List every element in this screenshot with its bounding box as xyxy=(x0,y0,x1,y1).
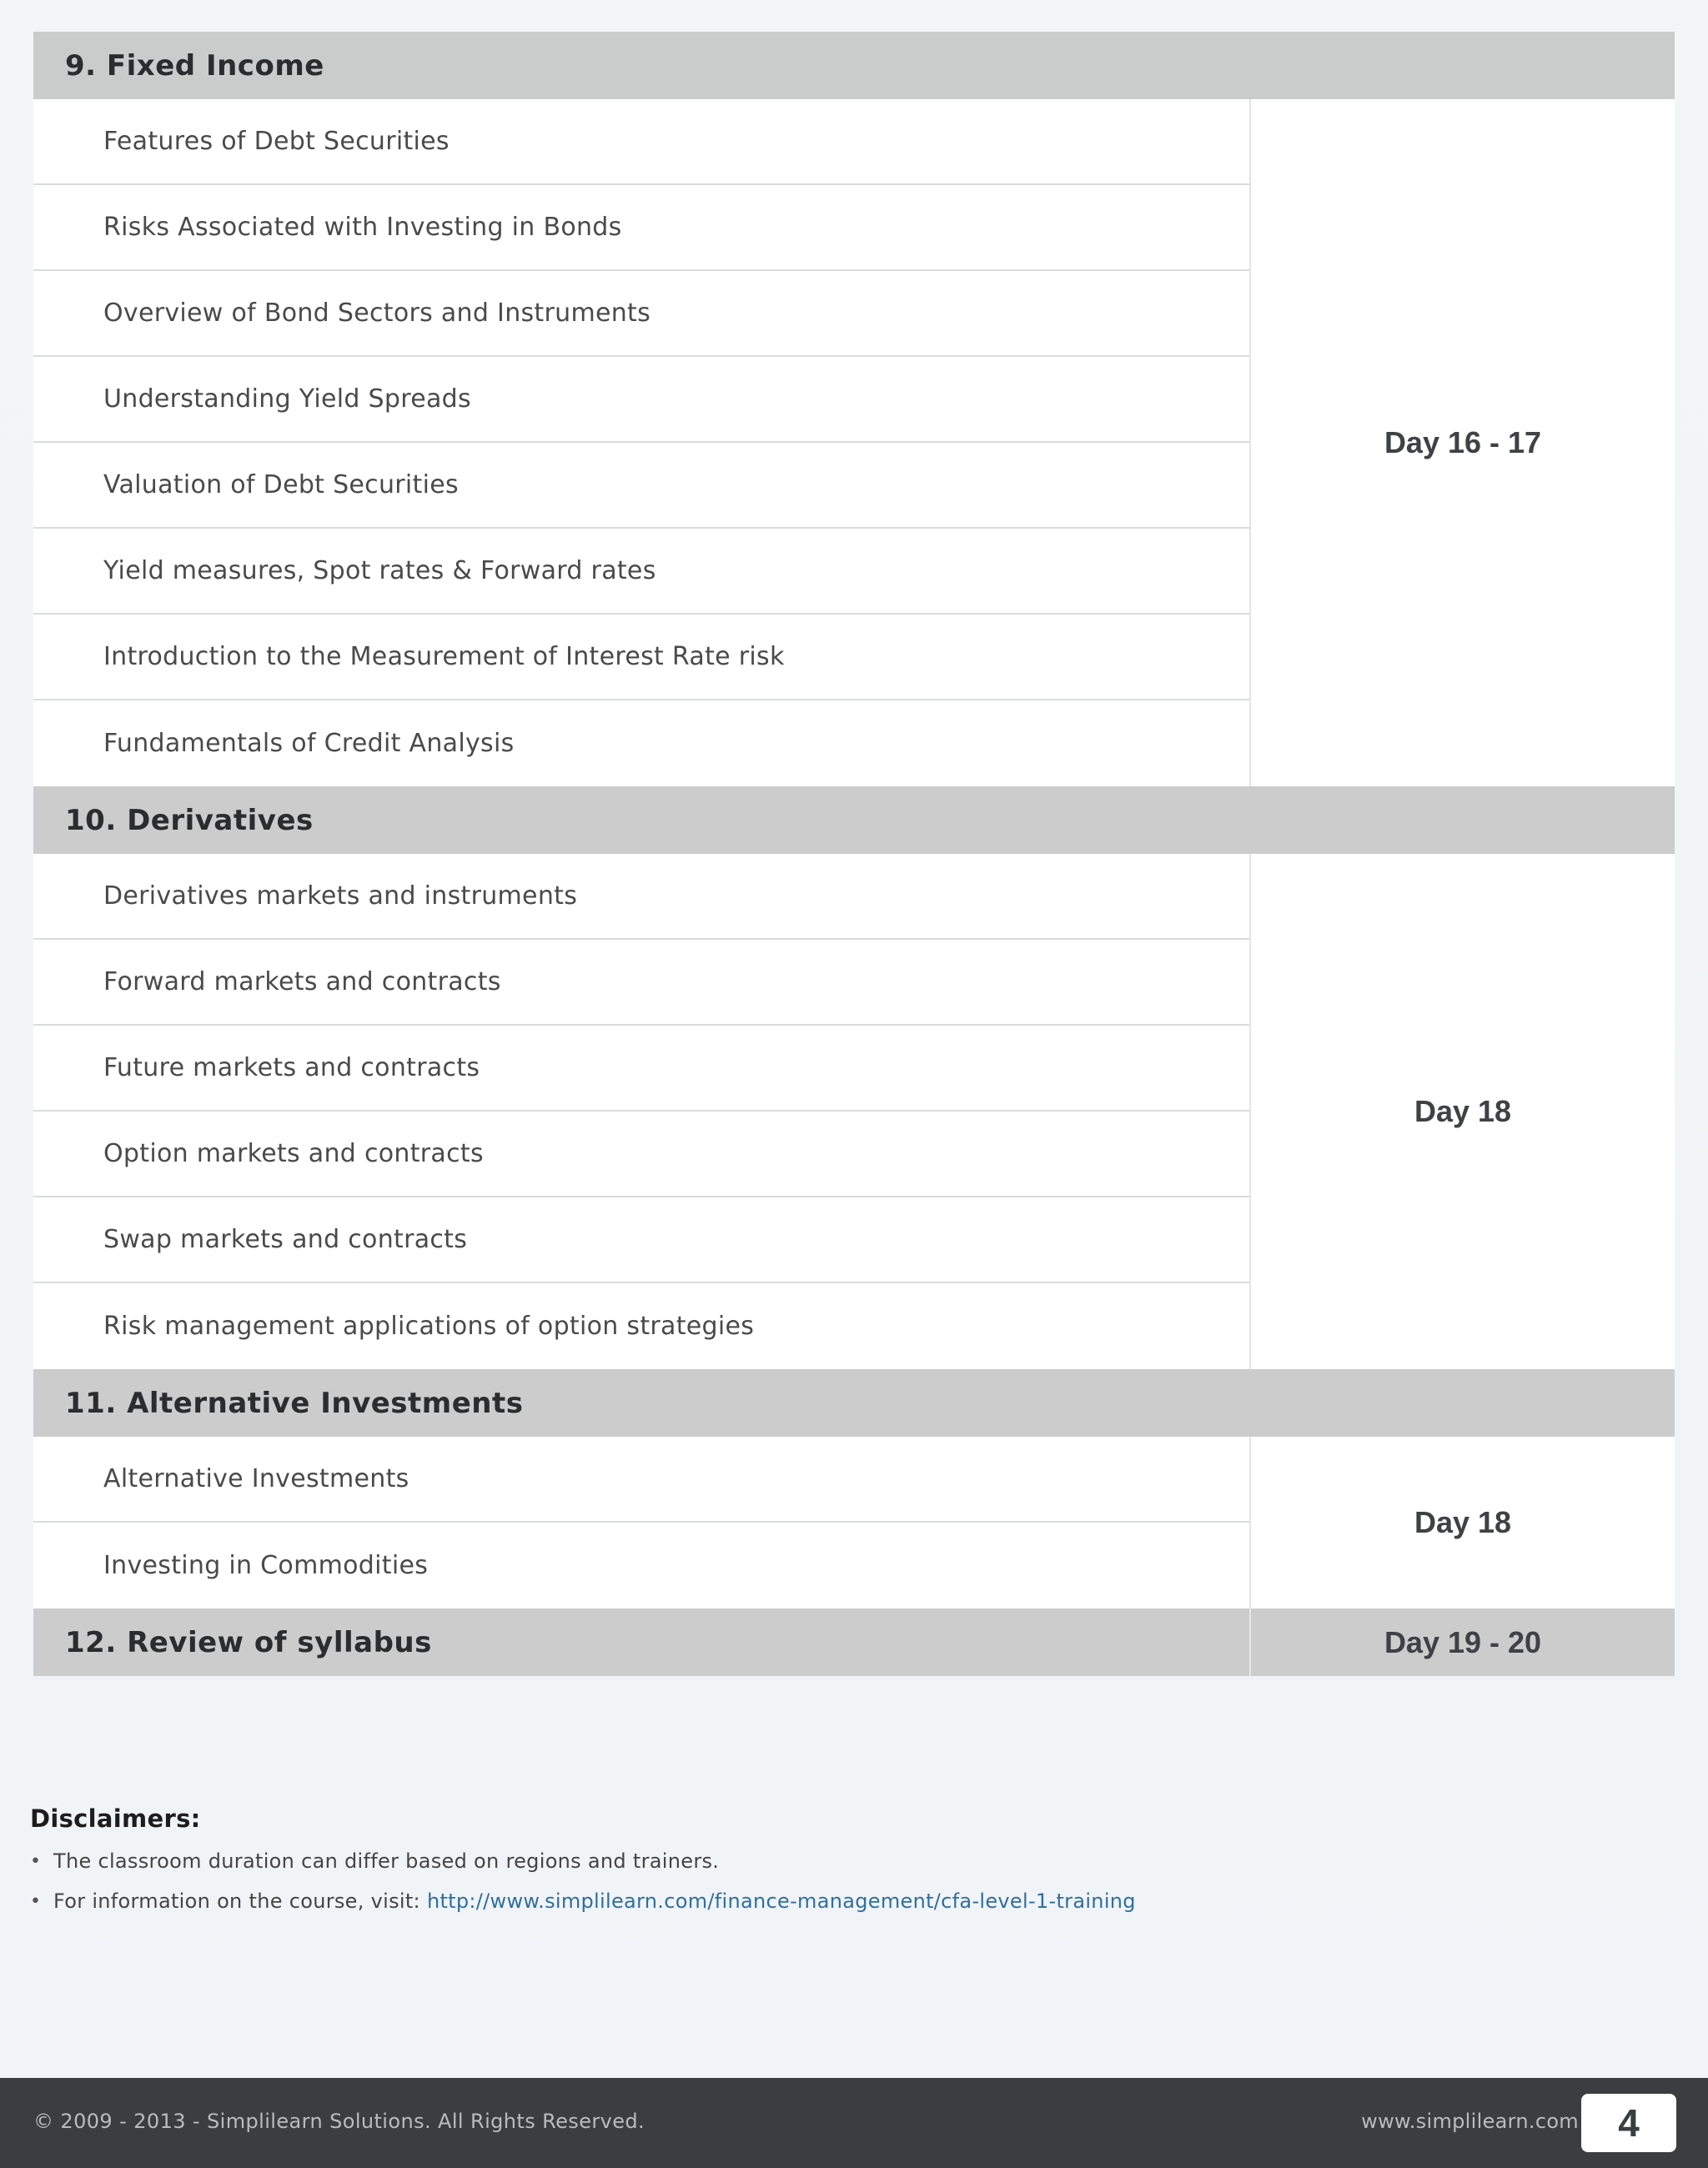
topic-row: Understanding Yield Spreads xyxy=(33,357,1249,443)
day-label: Day 16 - 17 xyxy=(1249,99,1675,786)
topic-list xyxy=(33,854,1249,1369)
topic-row: Introduction to the Measurement of Interest Rate risk xyxy=(33,615,1249,700)
topic-row: Overview of Bond Sectors and Instruments xyxy=(33,271,1249,357)
topic-list xyxy=(33,1437,1249,1608)
section-title: 9. Fixed Income xyxy=(65,48,324,83)
topic-row: Fundamentals of Credit Analysis xyxy=(103,729,515,758)
footer xyxy=(0,2078,1708,2168)
section-header-review xyxy=(33,1608,1675,1676)
topic-row: Forward markets and contracts xyxy=(33,940,1249,1026)
section-header-alternative-investments xyxy=(33,1369,1675,1437)
disclaimer-text: For information on the course, visit: xyxy=(53,1889,420,1913)
topic-row: Valuation of Debt Securities xyxy=(33,443,1249,529)
bullet-icon: • xyxy=(30,1850,42,1872)
topic-row: Yield measures, Spot rates & Forward rates xyxy=(33,529,1249,615)
topic-row: Alternative Investments xyxy=(33,1437,1249,1523)
topic-row: Option markets and contracts xyxy=(33,1112,1249,1197)
section-title: 11. Alternative Investments xyxy=(65,1386,524,1420)
topic-row: Risks Associated with Investing in Bonds xyxy=(33,185,1249,271)
bullet-icon: • xyxy=(30,1890,42,1912)
day-label: Day 18 xyxy=(1249,854,1675,1369)
topic-row: Swap markets and contracts xyxy=(33,1197,1249,1283)
topic-row: Risk management applications of option strategies xyxy=(103,1312,755,1341)
copyright-text: © 2009 - 2013 - Simplilearn Solutions. All Rights Reserved. xyxy=(33,2110,646,2133)
day-label: Day 18 xyxy=(1249,1437,1675,1608)
topic-row: Future markets and contracts xyxy=(33,1026,1249,1112)
topic-row: Features of Debt Securities xyxy=(33,99,1249,185)
disclaimer-item xyxy=(30,1881,1665,1921)
section-title: 12. Review of syllabus xyxy=(65,1625,432,1659)
topic-list xyxy=(33,99,1249,786)
topic-row: Investing in Commodities xyxy=(103,1551,429,1580)
page-number: 4 xyxy=(1583,2095,1675,2150)
disclaimer-item xyxy=(30,1841,1665,1881)
course-schedule-table xyxy=(33,32,1675,1676)
disclaimers xyxy=(30,1804,1665,1921)
section-title: 10. Derivatives xyxy=(65,803,314,837)
day-label: Day 19 - 20 xyxy=(1249,1608,1675,1676)
section-body-derivatives xyxy=(33,854,1675,1369)
topic-row: Derivatives markets and instruments xyxy=(33,854,1249,940)
website-link[interactable]: www.simplilearn.com xyxy=(1361,2110,1579,2133)
course-link[interactable]: http://www.simplilearn.com/finance-management/cfa-level-1-training xyxy=(426,1889,1136,1913)
disclaimers-title: Disclaimers: xyxy=(30,1804,201,1833)
section-body-fixed-income xyxy=(33,99,1675,786)
section-header-derivatives xyxy=(33,786,1675,854)
section-header-fixed-income xyxy=(33,32,1675,99)
section-body-alternative-investments xyxy=(33,1437,1675,1608)
disclaimer-text: The classroom duration can differ based on regions and trainers. xyxy=(53,1849,720,1873)
